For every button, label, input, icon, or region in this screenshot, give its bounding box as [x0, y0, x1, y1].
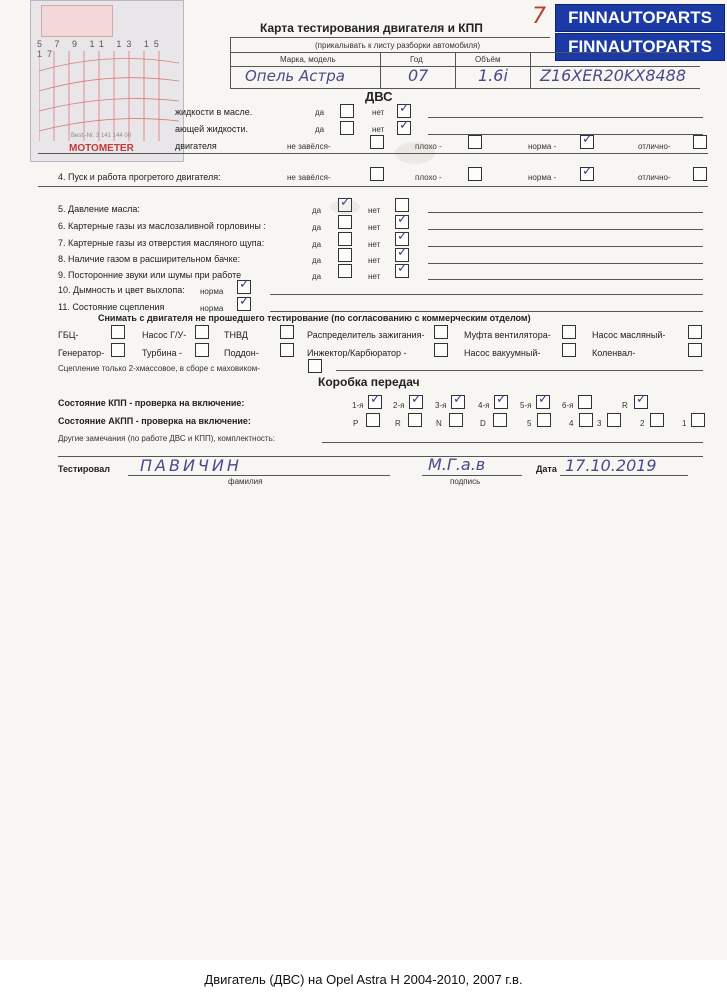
checkbox-row3-excellent[interactable] — [693, 135, 707, 149]
checkbox-akpp-n[interactable] — [449, 413, 463, 427]
clutch-note: Сцепление только 2-хмассовое, в сборе с маховиком- — [58, 364, 260, 373]
header-rule — [230, 52, 700, 53]
part-label: Распределитель зажигания- — [307, 330, 425, 340]
option-label: норма - — [528, 173, 557, 182]
dvs-section-title: ДВС — [365, 89, 393, 104]
option-label: нет — [372, 108, 385, 117]
header-rule — [230, 88, 700, 89]
part-label: Муфта вентилятора- — [464, 330, 551, 340]
checkbox-row9-no[interactable] — [395, 261, 409, 278]
checkbox-row1-no[interactable] — [397, 101, 411, 118]
dvs-row-9-label: 9. Посторонние звуки или шумы при работе — [58, 270, 242, 280]
surname-line — [128, 475, 390, 476]
dvs-row-4-label: 4. Пуск и работа прогретого двигателя: — [58, 172, 221, 182]
finnautoparts-logo-1: FINNAUTOPARTS — [555, 4, 725, 32]
header-rule — [230, 37, 550, 38]
checkbox-part-distributor[interactable] — [434, 325, 448, 339]
checkbox-row4-normal[interactable] — [580, 164, 594, 181]
checkbox-part-tnvd[interactable] — [280, 325, 294, 339]
remove-parts-title: Снимать с двигателя не прошедшего тестирование (по согласованию с коммерческим отделом) — [98, 313, 531, 323]
dvs-row-3-label: двигателя — [175, 141, 217, 151]
checkbox-row10-normal[interactable] — [237, 277, 251, 294]
option-label: нет — [368, 256, 381, 265]
checkbox-row7-yes[interactable] — [338, 232, 352, 246]
checkbox-kpp-gear-6[interactable] — [578, 395, 592, 409]
tester-surname: ПАВИЧИН — [140, 456, 242, 475]
checkbox-row5-no[interactable] — [395, 198, 409, 212]
gear-label: D — [480, 419, 486, 428]
volume-value: 1.6і — [478, 66, 508, 85]
header-rule — [380, 52, 381, 88]
engine-code-value: Z16XER20KX8488 — [540, 66, 687, 85]
option-label: не завёлся- — [287, 142, 331, 151]
model-value: Опель Астра — [245, 67, 345, 85]
option-label: да — [312, 223, 322, 232]
comment-line — [428, 117, 703, 118]
checkbox-row4-bad[interactable] — [468, 167, 482, 181]
option-label: да — [315, 108, 325, 117]
checkbox-row1-yes[interactable] — [340, 104, 354, 118]
checkbox-akpp-r[interactable] — [408, 413, 422, 427]
option-label: нет — [372, 125, 385, 134]
option-label: плохо - — [415, 173, 442, 182]
motometer-gauge-card — [30, 0, 184, 162]
gear-label: 1-я — [352, 401, 364, 410]
option-label: норма - — [528, 142, 557, 151]
comment-line — [322, 442, 703, 443]
year-value: 07 — [408, 66, 429, 85]
check-mark-icon: ✓ — [340, 195, 351, 210]
dvs-row-6-label: 6. Картерные газы из маслозаливной горловины : — [58, 221, 266, 231]
header-rule — [230, 37, 231, 88]
checkbox-row6-no[interactable] — [395, 212, 409, 229]
checkbox-row8-yes[interactable] — [338, 248, 352, 262]
option-label: отлично- — [638, 173, 671, 182]
image-caption: Двигатель (ДВС) на Opel Astra H 2004-2010, 2007 г.в. — [0, 960, 727, 1000]
checkbox-row2-no[interactable] — [397, 118, 411, 135]
checkbox-part-turbine[interactable] — [195, 343, 209, 357]
checkbox-part-injector[interactable] — [434, 343, 448, 357]
gear-label: 3-я — [435, 401, 447, 410]
other-remarks-label: Другие замечания (по работе ДВС и КПП), комплектность: — [58, 434, 275, 443]
date-line — [560, 475, 688, 476]
kpp-label: Состояние КПП - проверка на включение: — [58, 398, 245, 408]
col-year-label: Год — [410, 55, 423, 64]
dvs-row-7-label: 7. Картерные газы из отверстия масляного щупа: — [58, 238, 265, 248]
header-rule — [455, 52, 456, 88]
part-label: Инжектор/Карбюратор - — [307, 348, 407, 358]
checkbox-row11-normal[interactable] — [237, 294, 251, 311]
checkbox-kpp-gear-4[interactable] — [494, 392, 508, 409]
comment-line — [428, 212, 703, 213]
dvs-row-2-label: ающей жидкости. — [175, 124, 249, 134]
dvs-row-11-label: 11. Состояние сцепления — [58, 302, 165, 312]
checkbox-part-oil-pump[interactable] — [688, 325, 702, 339]
checkbox-dual-mass-clutch[interactable] — [308, 359, 322, 373]
checkbox-akpp-5[interactable] — [537, 413, 551, 427]
gear-label: 5-я — [520, 401, 532, 410]
signature-line — [422, 475, 522, 476]
checkbox-row8-no[interactable] — [395, 245, 409, 262]
checkbox-row6-yes[interactable] — [338, 215, 352, 229]
checkbox-row4-excellent[interactable] — [693, 167, 707, 181]
checkbox-part-oil-pan[interactable] — [280, 343, 294, 357]
checkbox-row2-yes[interactable] — [340, 121, 354, 135]
checkbox-akpp-3[interactable] — [607, 413, 621, 427]
page-title: Карта тестирования двигателя и КПП — [260, 21, 483, 35]
option-label: плохо - — [415, 142, 442, 151]
checkbox-kpp-gear-3[interactable] — [451, 392, 465, 409]
row-separator — [38, 186, 708, 187]
check-mark-icon: ✓ — [399, 101, 410, 116]
option-label: не завёлся- — [287, 173, 331, 182]
checkbox-part-vacuum-pump[interactable] — [562, 343, 576, 357]
paper-stain — [395, 142, 435, 164]
option-label: отлично- — [638, 142, 671, 151]
col-volume-label: Объём — [475, 55, 501, 64]
part-label: Турбина - — [142, 348, 183, 358]
comment-line — [428, 229, 703, 230]
check-mark-icon: ✓ — [582, 164, 593, 179]
signature-caption: подпись — [450, 477, 481, 486]
check-mark-icon: ✓ — [239, 294, 250, 309]
checkbox-kpp-gear-5[interactable] — [536, 392, 550, 409]
checkbox-row3-normal[interactable] — [580, 132, 594, 149]
check-mark-icon: ✓ — [397, 212, 408, 227]
part-label: ГБЦ- — [58, 330, 79, 340]
checkbox-row3-not-started[interactable] — [370, 135, 384, 149]
gear-label: P — [353, 419, 359, 428]
checkbox-part-gbc[interactable] — [111, 325, 125, 339]
option-label: нет — [368, 206, 381, 215]
option-label: норма — [200, 287, 224, 296]
part-label: Поддон- — [224, 348, 259, 358]
comment-line — [428, 263, 703, 264]
checkbox-kpp-gear-2[interactable] — [409, 392, 423, 409]
part-label: Насос вакуумный- — [464, 348, 541, 358]
comment-line — [270, 294, 703, 295]
checkbox-part-gur-pump[interactable] — [195, 325, 209, 339]
gauge-label-sticker — [41, 5, 113, 37]
gauge-grid — [39, 51, 179, 141]
check-mark-icon: ✓ — [370, 392, 381, 407]
check-mark-icon: ✓ — [397, 229, 408, 244]
option-label: да — [312, 256, 322, 265]
dvs-row-5-label: 5. Давление масла: — [58, 204, 140, 214]
check-mark-icon: ✓ — [636, 392, 647, 407]
dvs-row-1-label: жидкости в масле. — [175, 107, 253, 117]
paper-stain — [330, 200, 360, 214]
check-mark-icon: ✓ — [399, 118, 410, 133]
option-label: да — [312, 272, 322, 281]
option-label: нет — [368, 240, 381, 249]
check-mark-icon: ✓ — [411, 392, 422, 407]
gear-label: N — [436, 419, 442, 428]
date-value: 17.10.2019 — [565, 456, 657, 475]
part-label: ТНВД — [224, 330, 248, 340]
tested-by-label: Тестировал — [58, 464, 111, 474]
col-model-label: Марка, модель — [280, 55, 336, 64]
header-rule — [530, 52, 531, 88]
part-label: Насос Г/У- — [142, 330, 187, 340]
check-mark-icon: ✓ — [397, 245, 408, 260]
gear-label: R — [622, 401, 628, 410]
checkbox-row3-bad[interactable] — [468, 135, 482, 149]
checkbox-akpp-d[interactable] — [493, 413, 507, 427]
gear-label: R — [395, 419, 401, 428]
checkbox-part-generator[interactable] — [111, 343, 125, 357]
checkbox-akpp-1[interactable] — [691, 413, 705, 427]
gear-label: 2-я — [393, 401, 405, 410]
comment-line — [428, 246, 703, 247]
option-label: да — [312, 240, 322, 249]
gear-label: 6-я — [562, 401, 574, 410]
gear-label: 4-я — [478, 401, 490, 410]
part-label: Насос масляный- — [592, 330, 666, 340]
dvs-row-10-label: 10. Дымность и цвет выхлопа: — [58, 285, 185, 295]
motometer-logo: MOTOMETER — [69, 143, 134, 154]
gear-label: 1 — [682, 419, 687, 428]
check-mark-icon: ✓ — [538, 392, 549, 407]
checkbox-row4-not-started[interactable] — [370, 167, 384, 181]
comment-line — [336, 370, 703, 371]
finnautoparts-logo-2: FINNAUTOPARTS — [555, 33, 725, 61]
check-mark-icon: ✓ — [239, 277, 250, 292]
check-mark-icon: ✓ — [453, 392, 464, 407]
checkbox-part-crankshaft[interactable] — [688, 343, 702, 357]
checkbox-part-fan-clutch[interactable] — [562, 325, 576, 339]
comment-line — [270, 311, 703, 312]
checkbox-akpp-4[interactable] — [579, 413, 593, 427]
check-mark-icon: ✓ — [496, 392, 507, 407]
check-mark-icon: ✓ — [582, 132, 593, 147]
gear-label: 2 — [640, 419, 645, 428]
option-label: да — [312, 206, 322, 215]
dvs-row-8-label: 8. Наличие газом в расширительном бачке: — [58, 254, 241, 264]
gear-label: 5 — [527, 419, 532, 428]
checkbox-akpp-2[interactable] — [650, 413, 664, 427]
gauge-ref-number: Best.-Nr. 3 141 144 00 — [71, 133, 132, 139]
row-separator — [38, 153, 708, 154]
checkbox-kpp-gear-r[interactable] — [634, 392, 648, 409]
checkbox-row9-yes[interactable] — [338, 264, 352, 278]
gearbox-section-title: Коробка передач — [318, 375, 420, 389]
akpp-label: Состояние АКПП - проверка на включение: — [58, 416, 251, 426]
date-label: Дата — [536, 464, 557, 474]
tester-signature: М.Г.а.в — [428, 455, 486, 474]
comment-line — [428, 279, 703, 280]
checkbox-kpp-gear-1[interactable] — [368, 392, 382, 409]
gear-label: 3 — [597, 419, 602, 428]
surname-caption: фамилия — [228, 477, 263, 486]
check-mark-icon: ✓ — [397, 261, 408, 276]
gear-label: 4 — [569, 419, 574, 428]
option-label: нет — [368, 223, 381, 232]
checkbox-row7-no[interactable] — [395, 229, 409, 246]
option-label: да — [315, 125, 325, 134]
page-mark: 7 — [532, 4, 546, 29]
page-subtitle: (прикалывать к листу разборки автомобиля) — [315, 41, 481, 50]
gauge-scale: 5 7 9 11 13 15 17 — [37, 39, 164, 59]
option-label: норма — [200, 304, 224, 313]
checkbox-akpp-p[interactable] — [366, 413, 380, 427]
part-label: Коленвал- — [592, 348, 636, 358]
option-label: нет — [368, 272, 381, 281]
part-label: Генератор- — [58, 348, 105, 358]
